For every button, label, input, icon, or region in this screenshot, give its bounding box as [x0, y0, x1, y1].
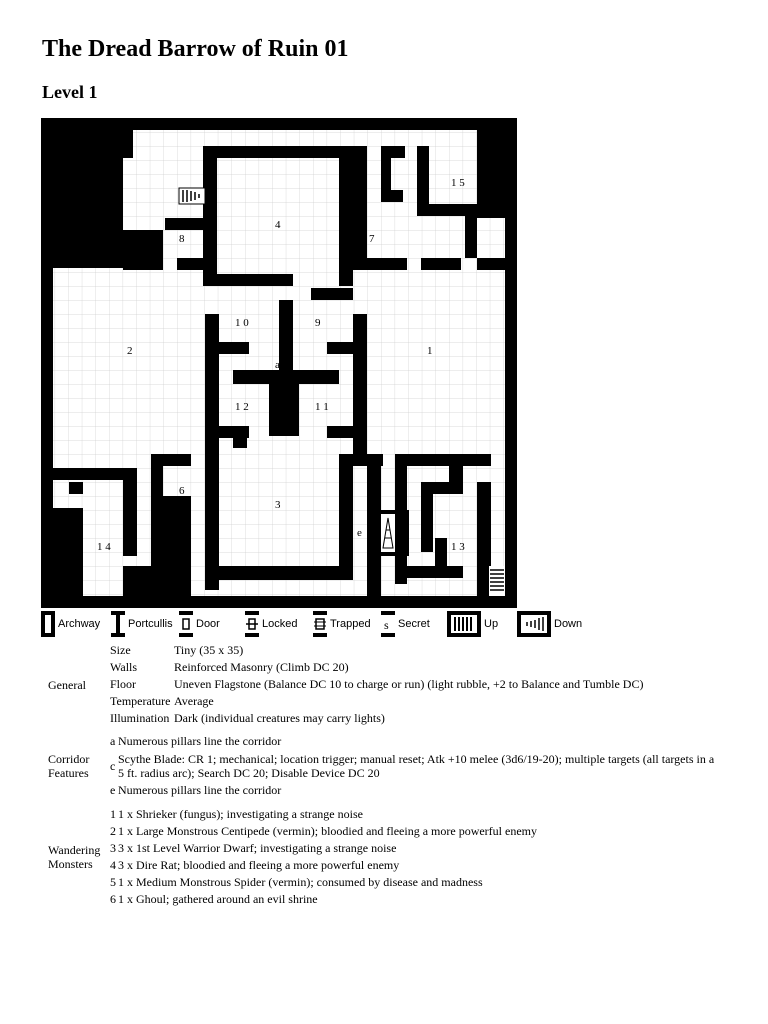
room-label-1: 1	[427, 345, 433, 357]
stairs-up-icon	[447, 611, 481, 637]
dungeon-map	[41, 118, 517, 608]
general-key: Walls	[110, 660, 138, 674]
corridor-row: e Numerous pillars line the corridor	[110, 783, 282, 797]
room-label-16: 1 6	[97, 177, 111, 189]
map-legend	[41, 610, 601, 638]
corridor-section-label: Corridor Features	[48, 752, 90, 780]
general-value: Uneven Flagstone (Balance DC 10 to charge or run) (light rubble, +2 to Balance and Tumble DC)	[174, 677, 644, 691]
room-label-12: 1 2	[235, 401, 249, 413]
monster-row: 5 1 x Medium Monstrous Spider (vermin); consumed by disease and madness	[110, 875, 483, 889]
general-value: Average	[174, 694, 214, 708]
room-label-15: 1 5	[451, 177, 465, 189]
room-label-8: 8	[179, 233, 185, 245]
level-heading: Level 1	[42, 82, 98, 102]
stairs-up-icon	[489, 566, 505, 596]
corridor-table	[48, 733, 720, 799]
monster-row: 2 1 x Large Monstrous Centipede (vermin); bloodied and fleeing a more powerful enemy	[110, 824, 537, 838]
room-label-9: 9	[315, 317, 321, 329]
corridor-label-c: c	[85, 471, 90, 483]
legend-up: Up	[447, 610, 498, 638]
general-key: Size	[110, 643, 131, 657]
general-key: Floor	[110, 677, 137, 691]
wandering-table	[48, 806, 537, 908]
general-section-label: General	[48, 677, 86, 692]
room-label-10: 1 0	[235, 317, 249, 329]
legend-archway: Archway	[41, 610, 100, 638]
corridor-label-e: e	[357, 527, 362, 539]
portcullis-icon	[111, 611, 125, 637]
room-label-2: 2	[127, 345, 133, 357]
trap-icon	[313, 611, 327, 637]
room-label-4: 4	[275, 219, 281, 231]
stairs-down-icon	[179, 188, 205, 204]
monster-row: 4 3 x Dire Rat; bloodied and fleeing a more powerful enemy	[110, 858, 400, 872]
legend-locked: Locked	[245, 610, 297, 638]
monster-row: 6 1 x Ghoul; gathered around an evil shrine	[110, 892, 318, 906]
wandering-section-label: Wandering Monsters	[48, 843, 101, 871]
room-label-13: 1 3	[451, 541, 465, 553]
lock-icon	[245, 611, 259, 637]
general-value: Reinforced Masonry (Climb DC 20)	[174, 660, 349, 674]
monster-row: 1 1 x Shrieker (fungus); investigating a strange noise	[110, 807, 363, 821]
corridor-row: a Numerous pillars line the corridor	[110, 734, 282, 748]
corridor-label-a: a	[275, 359, 280, 371]
room-label-5: 5	[371, 485, 377, 497]
page-title: The Dread Barrow of Ruin 01	[42, 36, 349, 62]
room-label-11: 1 1	[315, 401, 329, 413]
stairs-down-icon	[517, 611, 551, 637]
legend-trapped: Trapped	[313, 610, 371, 638]
legend-door: Door	[179, 610, 220, 638]
stairs-icon	[381, 514, 395, 552]
door-icon	[179, 611, 193, 637]
legend-secret: s Secret	[381, 610, 430, 638]
room-label-3: 3	[275, 499, 281, 511]
archway-icon	[41, 611, 55, 637]
svg-text:s: s	[384, 618, 389, 632]
room-label-6: 6	[179, 485, 185, 497]
monster-row: 3 3 x 1st Level Warrior Dwarf; investigating a strange noise	[110, 841, 397, 855]
general-key: Illumination	[110, 711, 170, 725]
corridor-row: c Scythe Blade: CR 1; mechanical; location trigger; manual reset; Atk +10 melee (3d6/19-20); multiple targets (all targets in a 5 ft. radius arc); Search DC 20; Disable Device DC 20	[110, 752, 715, 780]
secret-icon	[381, 611, 395, 637]
legend-down: Down	[517, 610, 582, 638]
general-value: Tiny (35 x 35)	[174, 643, 244, 657]
room-label-7: 7	[369, 233, 375, 245]
general-key: Temperature	[110, 694, 171, 708]
general-value: Dark (individual creatures may carry lights)	[174, 711, 385, 725]
room-label-14: 1 4	[97, 541, 111, 553]
legend-portcullis: Portcullis	[111, 610, 173, 638]
general-table	[48, 642, 643, 727]
